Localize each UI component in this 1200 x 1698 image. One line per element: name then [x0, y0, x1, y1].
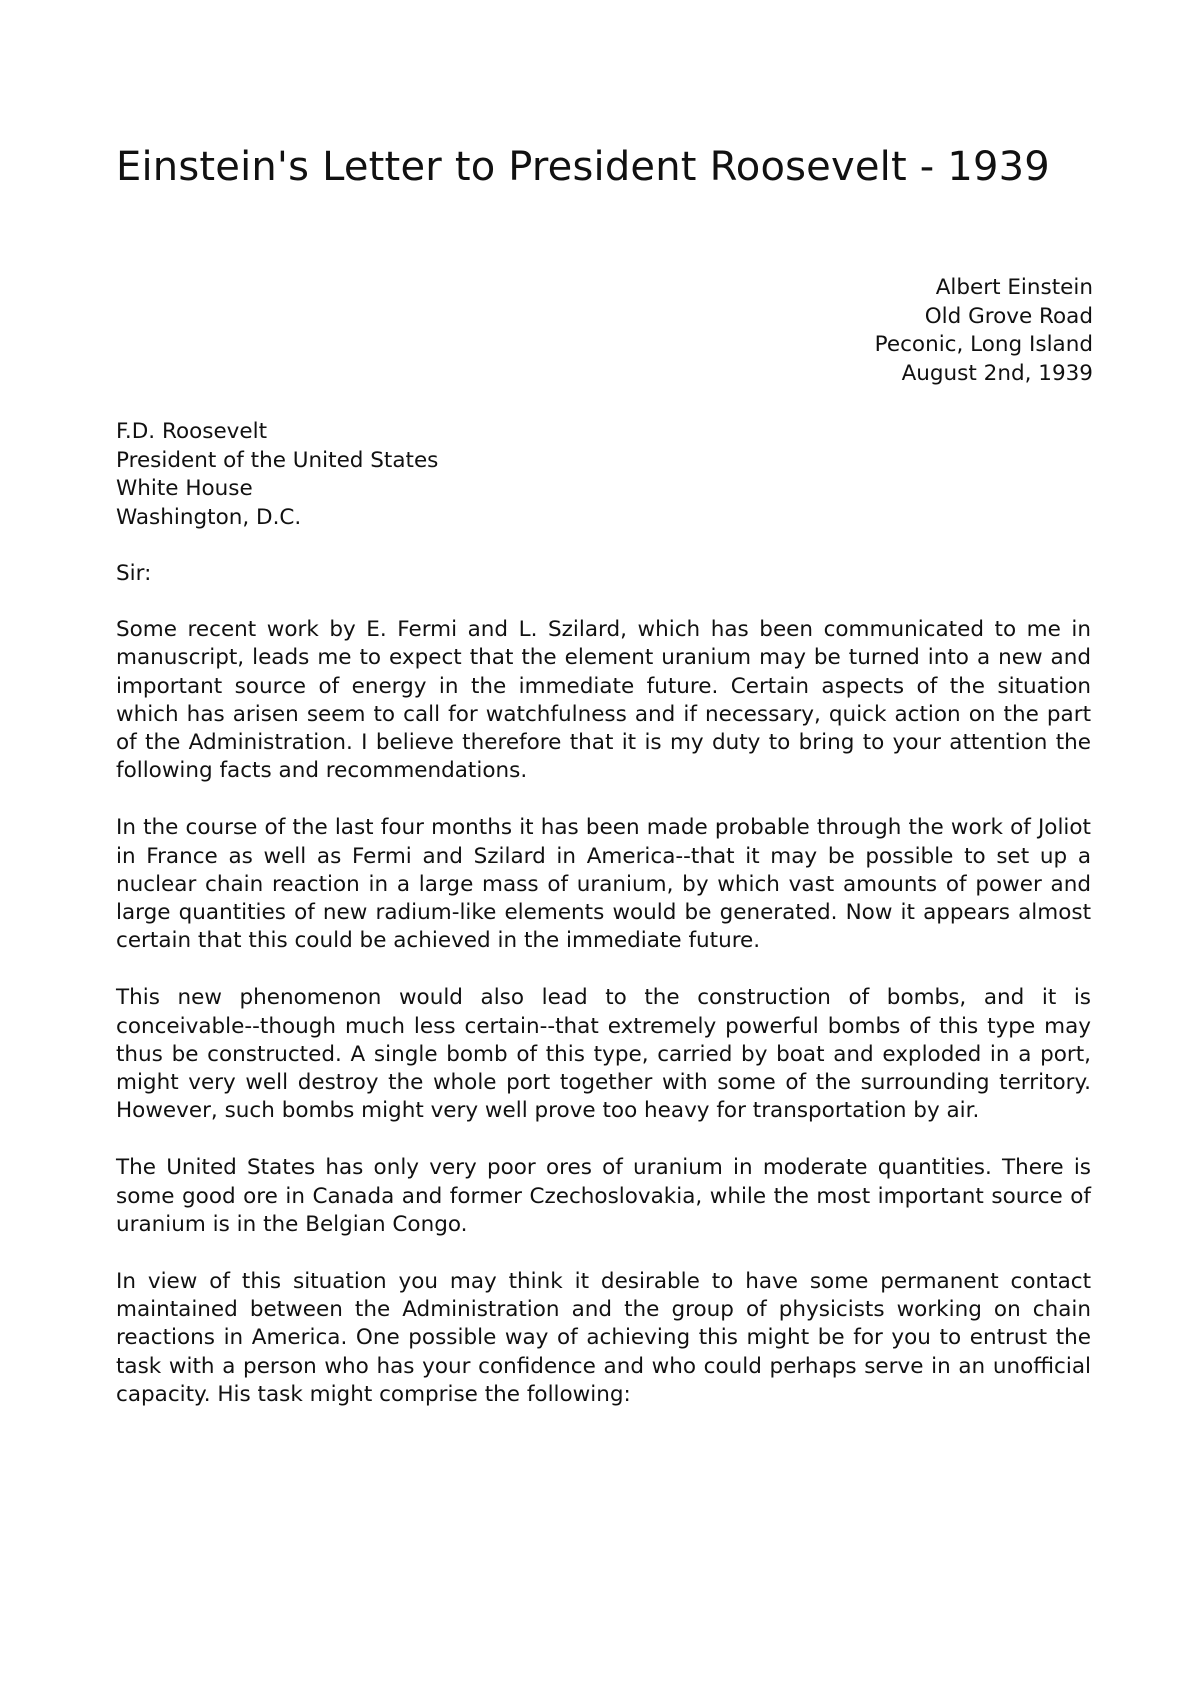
page-title: Einstein's Letter to President Roosevelt - 1939: [116, 144, 1050, 190]
salutation: Sir:: [116, 561, 152, 586]
letter-date: August 2nd, 1939: [901, 360, 1093, 386]
body-paragraph: Some recent work by E. Fermi and L. Szilard, which has been communicated to me in manuscript, leads me to expect that the element uranium may be turned into a new and important source of energy in the immediate future. Certain aspects of the situation which has arisen seem to call for watchfulness and if necessary, quick action on the part of the Administration. I believe therefore that it is my duty to bring to your attention the following facts and recommendations.: [116, 617, 1091, 784]
sender-locality: Peconic, Long Island: [874, 332, 1093, 357]
recipient-address-block: [116, 418, 438, 532]
sender-street: Old Grove Road: [924, 303, 1093, 329]
recipient-office: President of the United States: [116, 447, 439, 473]
recipient-building: White House: [116, 476, 253, 501]
body-paragraph: This new phenomenon would also lead to the construction of bombs, and it is conceivable--though much less certain--that extremely powerful bombs of this type may thus be constructed. A single bomb of this type, carried by boat and exploded in a port, might very well destroy the whole port together with some of the surrounding territory. However, such bombs might very well prove too heavy for transportation by air.: [116, 985, 1091, 1124]
recipient-city: Washington, D.C.: [116, 504, 302, 530]
body-paragraph: In the course of the last four months it has been made probable through the work of Joliot in France as well as Fermi and Szilard in America--that it may be possible to set up a nuclear chain reaction in a large mass of uranium, by which vast amounts of power and large quantities of new radium-like elements would be generated. Now it appears almost certain that this could be achieved in the immediate future.: [116, 815, 1091, 954]
recipient-name: F.D. Roosevelt: [116, 419, 268, 444]
body-paragraph: In view of this situation you may think it desirable to have some permanent contact maintained between the Administration and the group of physicists working on chain reactions in America. One possible way of achieving this might be for you to entrust the task with a person who has your confidence and who could perhaps serve in an unofficial capacity. His task might comprise the following:: [116, 1268, 1091, 1407]
sender-name: Albert Einstein: [935, 275, 1093, 300]
body-paragraph: The United States has only very poor ores of uranium in moderate quantities. There is some good ore in Canada and former Czechoslovakia, while the most important source of uranium is in the Belgian Congo.: [116, 1155, 1091, 1237]
letter-body: [116, 616, 1091, 1438]
sender-address-block: [875, 274, 1093, 388]
